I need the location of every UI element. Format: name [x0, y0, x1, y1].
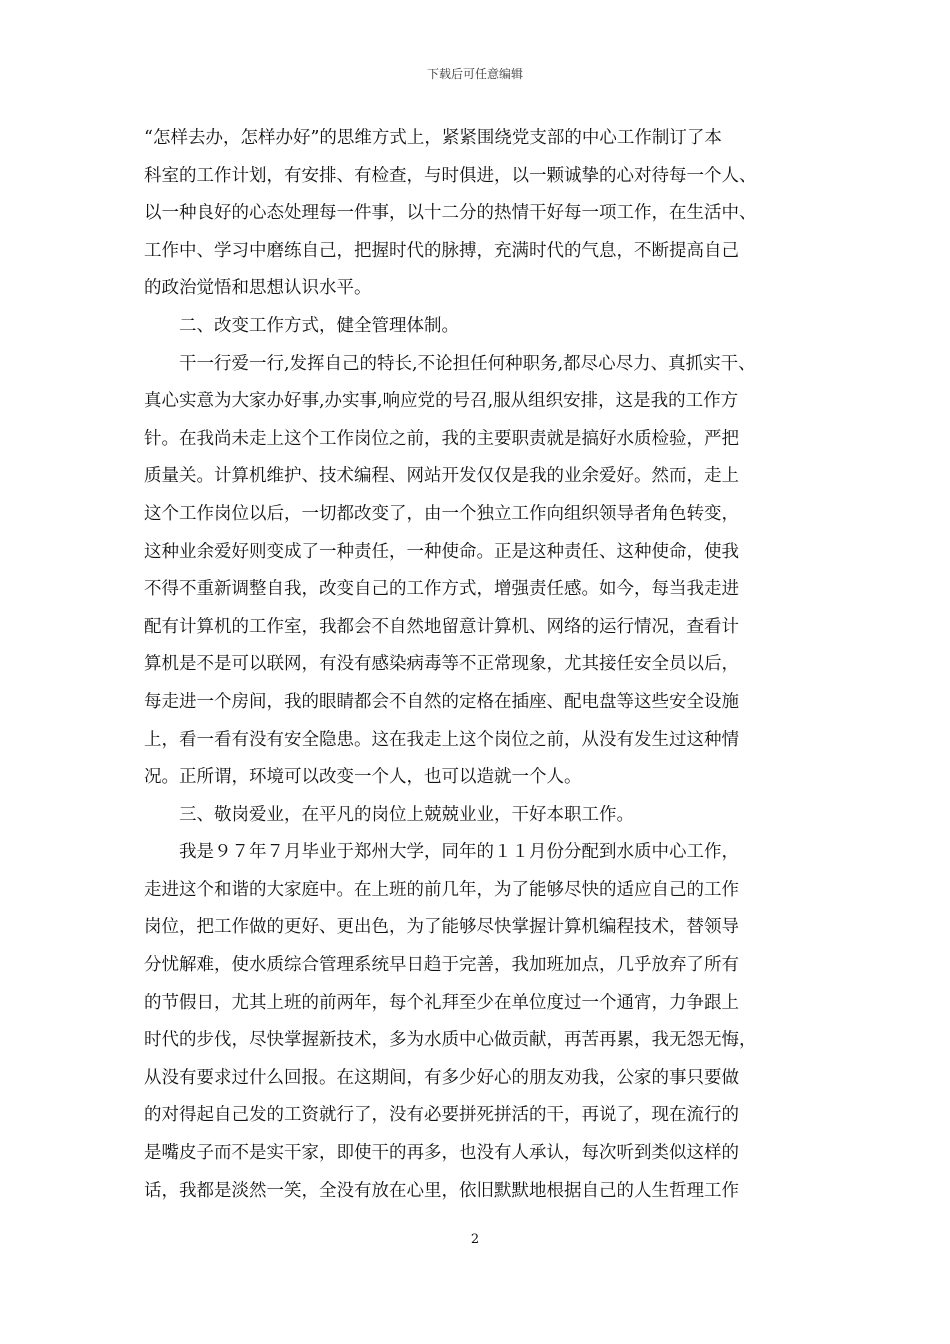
text-line: 二、改变工作方式，健全管理体制。	[144, 315, 459, 336]
text-line: 以一种良好的心态处理每一件事，以十二分的热情干好每一项工作，在生活中、	[144, 203, 757, 224]
text-line: 科室的工作计划，有安排、有检查，与时俱进，以一颗诚挚的心对待每一个人、	[144, 165, 757, 186]
document-body	[144, 120, 806, 1210]
page-number: 2	[470, 1232, 480, 1247]
text-line: 三、敬岗爱业，在平凡的岗位上兢兢业业，干好本职工作。	[144, 804, 634, 825]
text-line: 质量关。计算机维护、技术编程、网站开发仅仅是我的业余爱好。然而，走上	[144, 466, 739, 487]
text-line: 况。正所谓，环境可以改变一个人，也可以造就一个人。	[144, 767, 582, 788]
text-line: 不得不重新调整自我，改变自己的工作方式，增强责任感。如今，每当我走进	[144, 579, 739, 600]
text-line: 干一行爱一行,发挥自己的特长,不论担任何种职务,都尽心尽力、真抓实干、	[144, 353, 756, 374]
text-line: 这个工作岗位以后，一切都改变了，由一个独立工作向组织领导者角色转变，	[144, 503, 739, 524]
text-line: 是嘴皮子而不是实干家，即使干的再多，也没有人承认，每次听到类似这样的	[144, 1143, 739, 1164]
text-line: 从没有要求过什么回报。在这期间，有多少好心的朋友劝我，公家的事只要做	[144, 1067, 739, 1088]
text-line: 的政治觉悟和思想认识水平。	[144, 278, 372, 299]
page-header: 下载后可任意编辑	[426, 67, 523, 81]
text-line: 配有计算机的工作室，我都会不自然地留意计算机、网络的运行情况，查看计	[144, 616, 739, 637]
text-line: 针。在我尚未走上这个工作岗位之前，我的主要职责就是搞好水质检验，严把	[144, 428, 739, 449]
text-line: 工作中、学习中磨练自己，把握时代的脉搏，充满时代的气息，不断提高自己	[144, 240, 739, 261]
text-line: 话，我都是淡然一笑，全没有放在心里，依旧默默地根据自己的人生哲理工作	[144, 1180, 739, 1201]
text-line: 我是９７年７月毕业于郑州大学，同年的１１月份分配到水质中心工作，	[144, 842, 739, 863]
text-line: 分忧解难，使水质综合管理系统早日趋于完善，我加班加点，几乎放弃了所有	[144, 955, 739, 976]
text-line: 时代的步伐，尽快掌握新技术，多为水质中心做贡献，再苦再累，我无怨无悔，	[144, 1030, 757, 1051]
text-line: 岗位，把工作做的更好、更出色，为了能够尽快掌握计算机编程技术，替领导	[144, 917, 739, 938]
text-line: 每走进一个房间，我的眼睛都会不自然的定格在插座、配电盘等这些安全设施	[144, 691, 739, 712]
text-line: 算机是不是可以联网，有没有感染病毒等不正常现象，尤其接任安全员以后，	[144, 654, 739, 675]
text-line: 走进这个和谐的大家庭中。在上班的前几年，为了能够尽快的适应自己的工作	[144, 879, 739, 900]
text-line: 的节假日，尤其上班的前两年，每个礼拜至少在单位度过一个通宵，力争跟上	[144, 992, 739, 1013]
text-line: 这种业余爱好则变成了一种责任，一种使命。正是这种责任、这种使命，使我	[144, 541, 739, 562]
text-line: “怎样去办，怎样办好”的思维方式上，紧紧围绕党支部的中心工作制订了本	[144, 128, 722, 148]
text-line: 真心实意为大家办好事,办实事,响应党的号召,服从组织安排，这是我的工作方	[144, 391, 739, 412]
text-line: 的对得起自己发的工资就行了，没有必要拼死拼活的干，再说了，现在流行的	[144, 1105, 739, 1126]
text-line: 上，看一看有没有安全隐患。这在我走上这个岗位之前，从没有发生过这种情	[144, 729, 739, 750]
